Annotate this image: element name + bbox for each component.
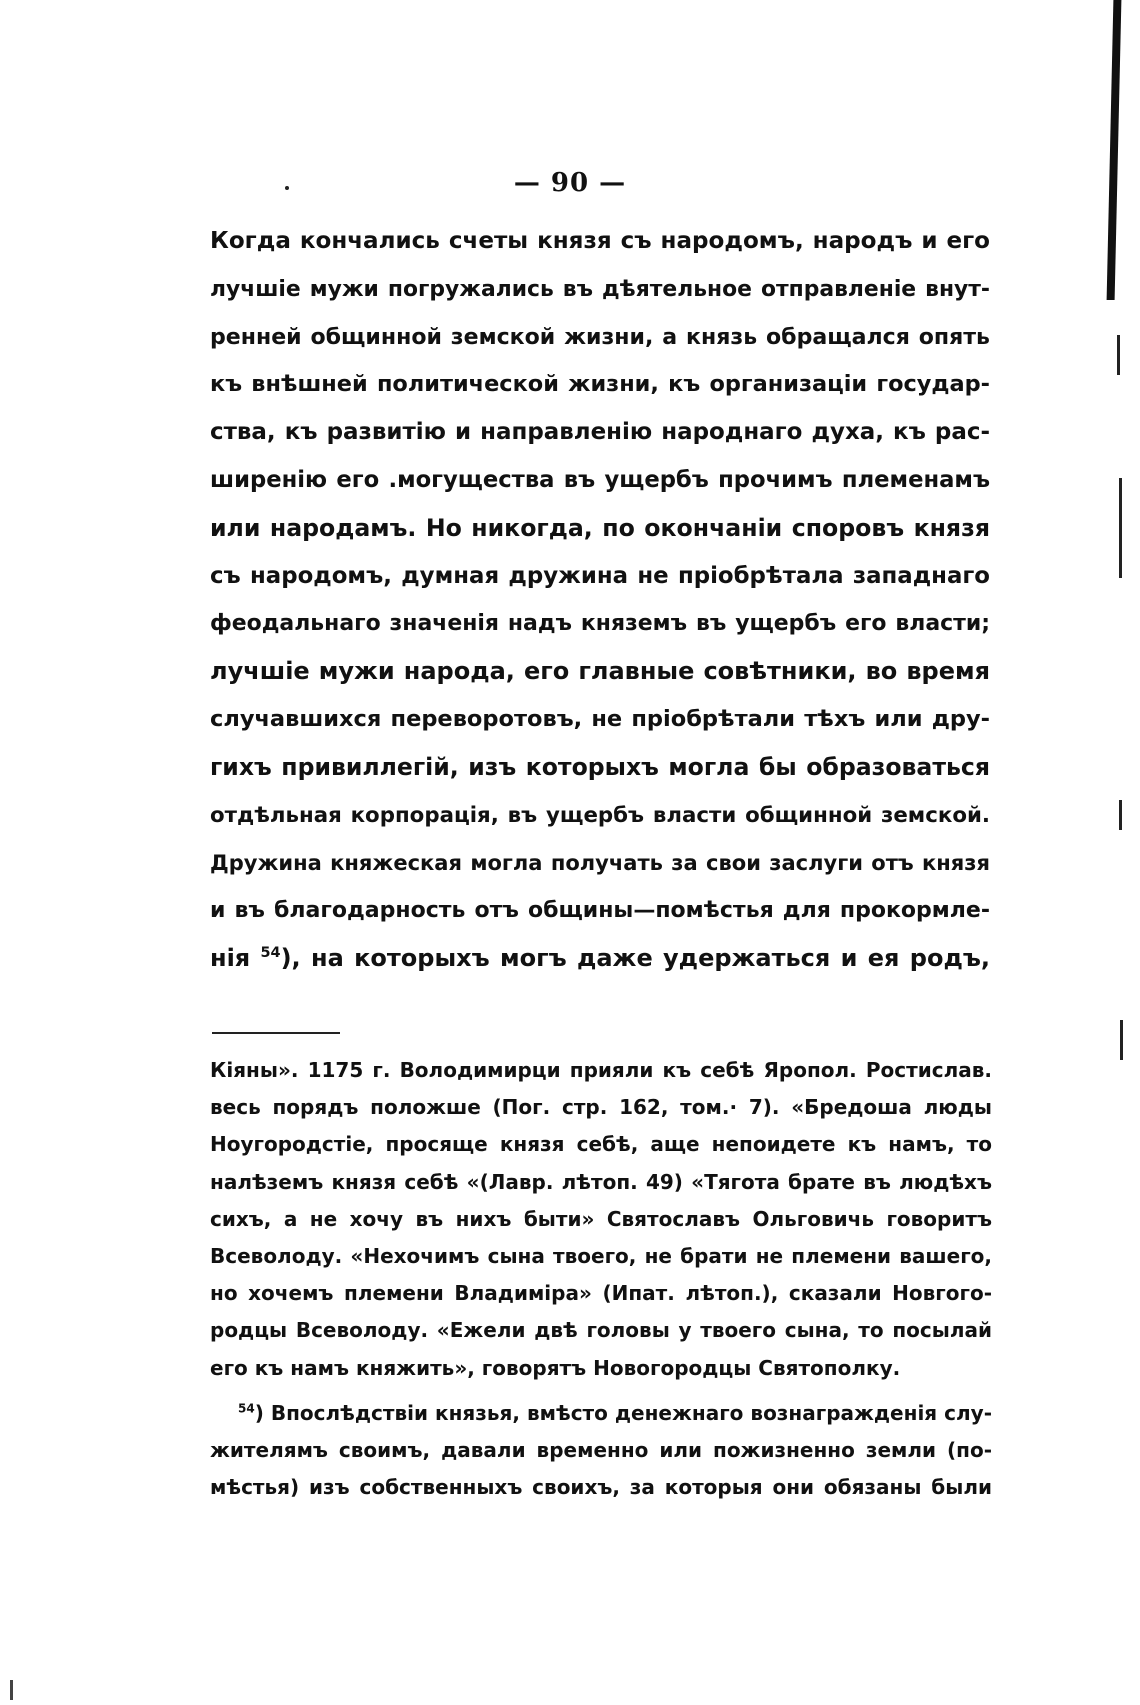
footnote-divider [212, 1032, 340, 1034]
main-paragraph [210, 218, 990, 983]
scan-left-mark [10, 1680, 13, 1700]
footnote-line-9: его къ намъ княжить», говорятъ Новогородцы Святополку. [210, 1355, 901, 1380]
scan-edge-mark [1119, 800, 1122, 830]
page-number: — 90 — [513, 168, 627, 198]
footnote-line-4: налѣземъ князя себѣ «(Лавр. лѣтоп. 49) «Тягота брате въ людѣхъ [210, 1169, 992, 1194]
footnote-gap [210, 1387, 992, 1395]
scan-edge-mark [1117, 335, 1120, 375]
footnote-line-8: родцы Всеволоду. «Ежели двѣ головы у твоего сына, то посылай [210, 1318, 992, 1343]
text-line-8: съ народомъ, думная дружина не пріобрѣтала западнаго [210, 562, 990, 589]
text-line-6: ширенію его .могущества въ ущербъ прочимъ племенамъ [210, 466, 990, 493]
footnote-line-1: Кіяны». 1175 г. Володимирци прияли къ себѣ Яропол. Ростислав. [210, 1058, 992, 1082]
text-line-13: отдѣльная корпорація, въ ущербъ власти общинной земской. [210, 802, 990, 828]
scan-edge-bar [1107, 0, 1122, 300]
text-line-10: лучшіе мужи народа, его главные совѣтники, во время [210, 657, 990, 686]
text-line-15: и въ благодарность отъ общины—помѣстья для прокормле- [210, 898, 990, 924]
text-line-16-end: ), на которыхъ могъ даже удержаться и ея родъ, [280, 943, 990, 972]
footnote-line-3: Ноугородстіе, просяще князя себѣ, аще непоидете къ намъ, то [210, 1132, 992, 1157]
text-line-3: ренней общинной земской жизни, а князь обращался опять [210, 324, 990, 350]
text-line-2: лучшіе мужи погружались въ дѣятельное отправленіе внут- [210, 276, 990, 302]
text-line-16 [210, 935, 990, 983]
text-line-5: ства, къ развитію и направленію народнаго духа, къ рас- [210, 419, 990, 446]
footnote-54-line-3: мѣстья) изъ собственныхъ своихъ, за которыя они обязаны были [210, 1475, 992, 1500]
scan-edge-mark [1119, 478, 1122, 578]
text-line-14: Дружина княжеская могла получать за свои заслуги отъ князя [210, 850, 990, 876]
footnote-54-line-1 [210, 1395, 992, 1432]
footnote-line-5: сихъ, а не хочу въ нихъ быти» Святославъ Ольговичь говоритъ [210, 1206, 992, 1231]
text-line-4: къ внѣшней политической жизни, къ организаціи государ- [210, 371, 990, 398]
footnote-line-2: весь порядъ положше (Пог. стр. 162, том.· 7). «Бредоша люды [210, 1095, 992, 1120]
footnote-marker-54: 54 [238, 1401, 255, 1416]
footnote-54-line-1-text: ) Впослѣдствіи князья, вмѣсто денежнаго вознагражденія слу- [254, 1400, 992, 1425]
footnote-ref-54: 54 [260, 944, 281, 961]
text-line-7: или народамъ. Но никогда, по окончаніи споровъ князя [210, 513, 990, 542]
footnote-line-7: но хочемъ племени Владиміра» (Ипат. лѣтоп.), сказали Новгого- [210, 1281, 992, 1306]
text-line-16-start: нія [210, 943, 261, 972]
text-line-11: случавшихся переворотовъ, не пріобрѣтали тѣхъ или дру- [210, 705, 990, 732]
footnote-line-6: Всеволоду. «Нехочимъ сына твоего, не брати не племени вашего, [210, 1243, 992, 1268]
footnote-54-line-2: жителямъ своимъ, давали временно или пожизненно земли (по- [210, 1437, 992, 1462]
text-line-1: Когда кончались счеты князя съ народомъ, народъ и его [210, 228, 990, 254]
text-line-12: гихъ привиллегій, изъ которыхъ могла бы образоваться [210, 752, 990, 781]
text-line-9: феодальнаго значенія надъ княземъ въ ущербъ его власти; [210, 611, 990, 637]
footnotes [210, 1052, 992, 1506]
scan-edge-mark [1120, 1020, 1123, 1060]
